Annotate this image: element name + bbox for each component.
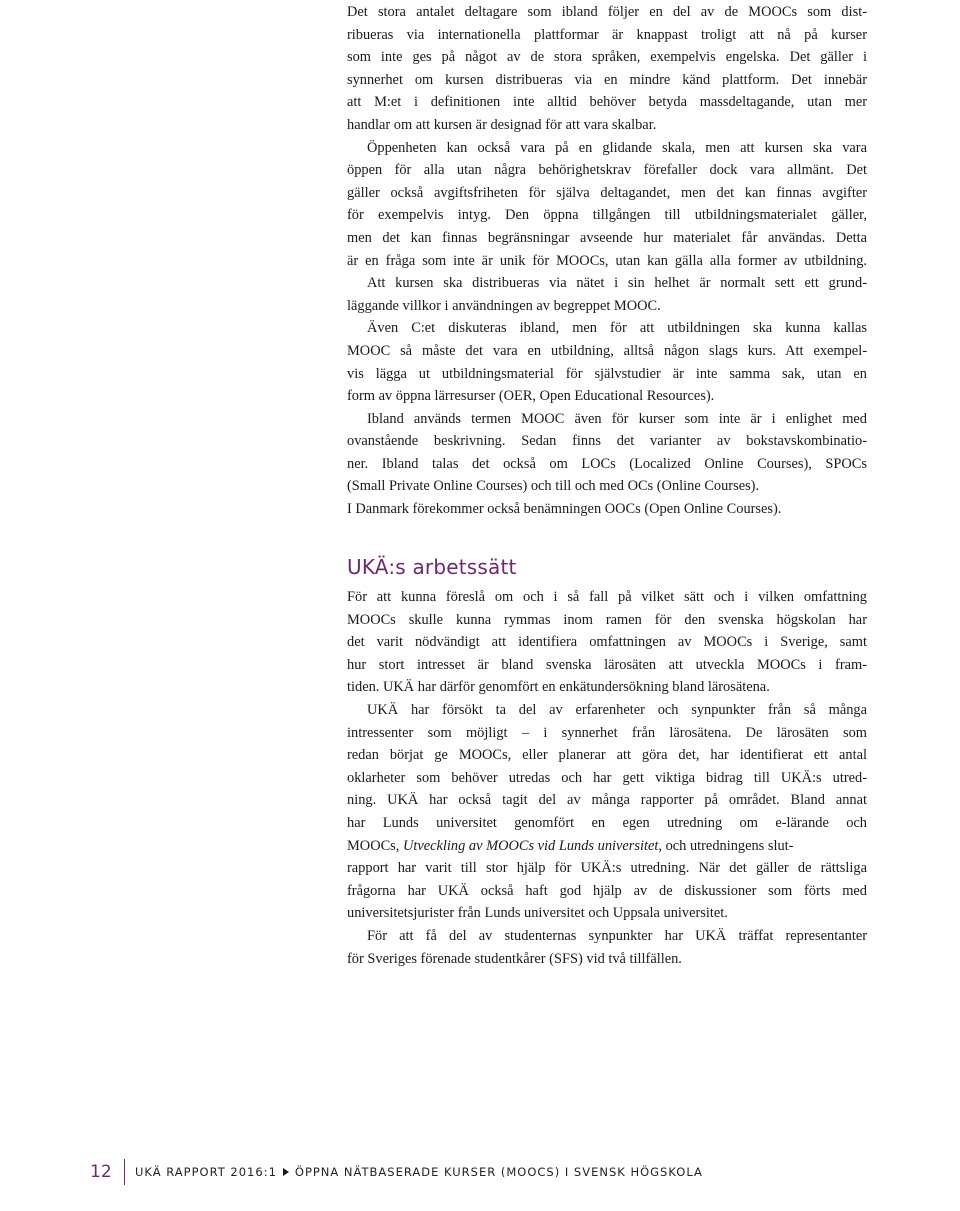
report-title: ÖPPNA NÄTBASERADE KURSER (MOOCS) I SVENSK HÖGSKOLA xyxy=(294,1165,703,1179)
text-line: frågorna har UKÄ också haft god hjälp av de diskussioner som förts med xyxy=(347,882,867,899)
text-line: Att kursen ska distribueras via nätet i sin helhet är normalt sett ett grund- xyxy=(367,275,867,292)
text-fragment: , och utredningens slut- xyxy=(658,837,794,854)
text-line: handlar om att kursen är designad för att vara skalbar. xyxy=(347,116,657,133)
text-line: Ibland används termen MOOC även för kurser som inte är i enlighet med xyxy=(367,410,867,427)
text-line: ning. UKÄ har också tagit del av många rapporter på området. Bland annat xyxy=(347,792,867,809)
text-line: har Lunds universitet genomfört en egen utredning om e-lärande och xyxy=(347,814,867,831)
text-line: är en fråga som inte är unik för MOOCs, utan kan gälla alla former av utbildning. xyxy=(347,252,867,269)
right-triangle-icon xyxy=(283,1168,289,1176)
text-line: Öppenheten kan också vara på en glidande skala, men att kursen ska vara xyxy=(367,139,867,156)
text-line: läggande villkor i användningen av begreppet MOOC. xyxy=(347,297,661,314)
text-line: MOOC så måste det vara en utbildning, alltså någon slags kurs. Att exempel- xyxy=(347,342,867,359)
text-fragment: MOOCs, xyxy=(347,837,403,854)
text-line: tiden. UKÄ har därför genomfört en enkätundersökning bland lärosätena. xyxy=(347,679,770,696)
text-line: att M:et i definitionen inte alltid behöver betyda massdeltagande, utan mer xyxy=(347,94,867,111)
report-id: UKÄ RAPPORT 2016:1 xyxy=(135,1165,277,1179)
text-line-with-italic xyxy=(347,835,867,858)
text-line: Det stora antalet deltagare som ibland följer en del av de MOOCs som dist- xyxy=(347,4,867,20)
text-line: men det kan finnas begränsningar avseende hur materialet får användas. Detta xyxy=(347,229,867,246)
text-line: (Small Private Online Courses) och till och med OCs (Online Courses). xyxy=(347,478,760,495)
section-heading: UKÄ:s arbetssätt xyxy=(347,555,517,579)
text-line: hur stort intresset är bland svenska lärosäten att utveckla MOOCs i fram- xyxy=(347,656,867,673)
text-line: ribueras via internationella plattformar är knappast troligt att nå på kurser xyxy=(347,26,867,43)
page-footer xyxy=(90,1159,950,1185)
text-line: I Danmark förekommer också benämningen OOCs (Open Online Courses). xyxy=(347,501,782,518)
text-line: För att få del av studenternas synpunkter har UKÄ träffat representanter xyxy=(367,927,867,944)
text-line: ovanstående beskrivning. Sedan finns det varianter av bokstavskombinatio- xyxy=(347,433,867,450)
text-line: gäller också avgiftsfriheten för själva deltagandet, men det kan finnas avgifter xyxy=(347,184,867,201)
body-text-section xyxy=(347,586,867,970)
text-line: Även C:et diskuteras ibland, men för att utbildningen ska kunna kallas xyxy=(367,320,867,337)
text-line: som inte ges på något av de stora språken, exempelvis engelska. Det gäller i xyxy=(347,49,867,66)
text-line: oklarheter som behöver utredas och har gett viktiga bidrag till UKÄ:s utred- xyxy=(347,769,867,786)
text-line: vis lägga ut utbildningsmaterial för självstudier är inte samma sak, utan en xyxy=(347,365,867,382)
text-line: för Sveriges förenade studentkårer (SFS) vid två tillfällen. xyxy=(347,950,682,967)
text-line: öppen för alla utan några behörighetskrav förefaller dock vara allmänt. Det xyxy=(347,162,867,179)
footer-divider xyxy=(124,1159,125,1185)
text-line: universitetsjurister från Lunds universitet och Uppsala universitet. xyxy=(347,905,728,922)
text-line: redan börjat ge MOOCs, eller planerar att göra det, har identifierat ett antal xyxy=(347,747,867,764)
body-text-top xyxy=(347,1,867,521)
text-line: För att kunna föreslå om och i så fall på vilket sätt och i vilken omfattning xyxy=(347,589,867,605)
text-line: synnerhet om kursen distribueras via en mindre känd plattform. Det innebär xyxy=(347,71,867,88)
page-number: 12 xyxy=(90,1162,112,1182)
text-line: för exempelvis intyg. Den öppna tillgången till utbildningsmaterialet gäller, xyxy=(347,207,867,224)
text-line: intressenter som möjligt – i synnerhet från lärosätena. De lärosäten som xyxy=(347,724,867,741)
italic-title: Utveckling av MOOCs vid Lunds universitet xyxy=(402,837,659,854)
text-line: rapport har varit till stor hjälp för UKÄ:s utredning. När det gäller de rättsliga xyxy=(347,860,867,877)
text-line: UKÄ har försökt ta del av erfarenheter och synpunkter från så många xyxy=(367,701,867,718)
text-line: MOOCs skulle kunna rymmas inom ramen för den svenska högskolan har xyxy=(347,611,867,628)
text-line: form av öppna lärresurser (OER, Open Educational Resources). xyxy=(347,388,715,405)
text-line: det varit nödvändigt att identifiera omfattningen av MOOCs i Sverige, samt xyxy=(347,634,867,651)
text-line: ner. Ibland talas det också om LOCs (Localized Online Courses), SPOCs xyxy=(347,455,867,472)
